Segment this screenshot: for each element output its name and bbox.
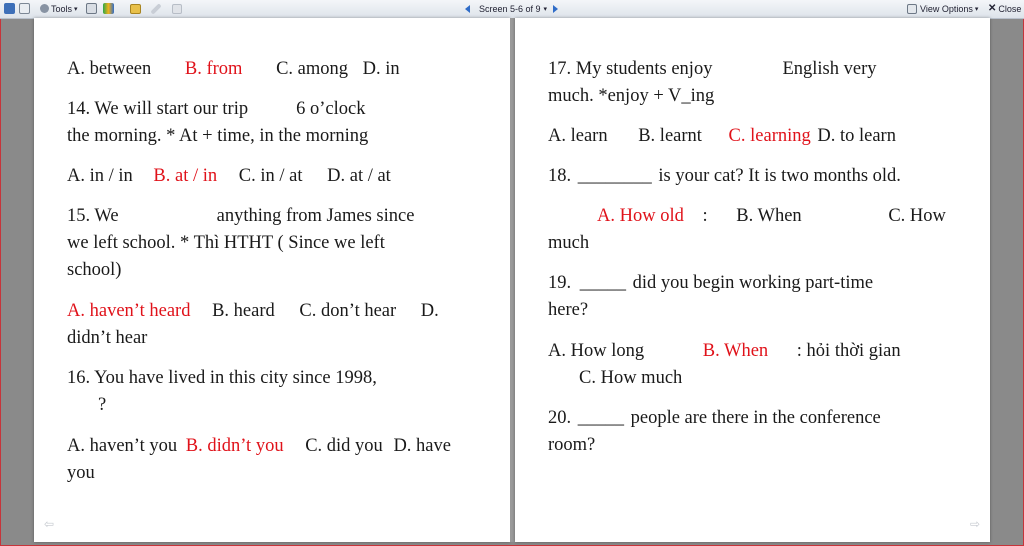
answer-a: A. in / in <box>67 166 133 186</box>
q16-answers <box>67 433 451 460</box>
spelling-icon[interactable] <box>103 1 114 16</box>
answer-c: C. did you <box>305 436 383 456</box>
tools-icon <box>40 4 49 13</box>
answer-blank: _____ <box>577 408 624 428</box>
screen-label: Screen 5-6 of 9 <box>479 3 541 14</box>
q15-text-line3: school) <box>67 260 122 280</box>
q19-text: 19. _____ did you begin working part-time <box>548 273 874 293</box>
answer-a: A. learn <box>548 126 608 146</box>
answer-blank: _____ <box>579 273 626 293</box>
close-icon: ✕ <box>988 3 997 14</box>
close-label: Close <box>998 3 1022 14</box>
answer-d: D. in <box>362 59 400 79</box>
next-screen-button[interactable] <box>553 1 558 16</box>
print-preview-icon[interactable] <box>19 1 30 16</box>
answer-a: A. between <box>67 59 152 79</box>
answer-b-correct: B. didn’t you <box>185 436 284 456</box>
q16-answer-d-cont: you <box>67 463 95 483</box>
q19-answers <box>548 338 901 365</box>
q17-text-line2: much. *enjoy + V_ing <box>548 86 715 106</box>
q20-text-line2: room? <box>548 435 596 455</box>
answer-note: : hỏi thời gian <box>796 341 901 361</box>
close-button[interactable] <box>988 1 1021 16</box>
reading-toolbar <box>0 0 1024 19</box>
q15-text-line2: we left school. * Thì HTHT ( Since we left <box>67 233 385 253</box>
answer-c-correct: C. learning <box>728 126 811 146</box>
answer-blank: ________ <box>577 166 652 186</box>
q18-answers: A. How old : B. When C. How <box>597 206 946 226</box>
answer-a: A. haven’t you <box>67 436 178 456</box>
arrow-right-icon <box>553 5 558 13</box>
answer-a-correct: A. How old <box>597 206 684 226</box>
tools-label: Tools <box>51 3 73 14</box>
answer-d: D. <box>420 301 439 321</box>
q17-text: 17. My students enjoy English very <box>548 59 877 79</box>
answer-c: C. How <box>888 206 946 226</box>
q14-text: 14. We will start our trip 6 o’clock <box>67 99 366 119</box>
right-page <box>515 18 990 542</box>
answer-d: D. at / at <box>327 166 391 186</box>
q14-text-line2: the morning. * At + time, in the morning <box>67 126 369 146</box>
left-page <box>34 18 510 542</box>
q15-answer-d-cont: didn’t hear <box>67 328 148 348</box>
answer-b: B. learnt <box>638 126 702 146</box>
q16-text-line2: ? <box>98 395 107 415</box>
q16-text: 16. You have lived in this city since 1998, <box>67 368 377 388</box>
eraser-icon[interactable] <box>172 1 182 16</box>
previous-page-arrow-icon[interactable]: ⇦ <box>44 517 55 531</box>
q19-text-line2: here? <box>548 300 589 320</box>
view-options-label: View Options <box>920 3 973 14</box>
pen-icon[interactable] <box>154 1 158 16</box>
answer-d: D. have <box>393 436 451 456</box>
previous-screen-button[interactable] <box>465 1 470 16</box>
save-icon[interactable] <box>4 1 15 16</box>
answer-c: C. in / at <box>238 166 303 186</box>
view-options-icon <box>907 4 917 14</box>
arrow-left-icon <box>465 5 470 13</box>
answer-b: B. When <box>736 206 802 226</box>
q18-text: 18. ________ is your cat? It is two months old. <box>548 166 901 186</box>
view-options-menu[interactable] <box>907 1 978 16</box>
screen-indicator[interactable] <box>479 1 547 16</box>
next-page-arrow-icon[interactable]: ⇨ <box>969 517 980 531</box>
q13-answers <box>67 56 400 83</box>
q20-text: 20. _____ people are there in the conference <box>548 408 881 428</box>
answer-b-correct: B. at / in <box>153 166 218 186</box>
answer-d: D. to learn <box>817 126 896 146</box>
q15-text: 15. We anything from James since <box>67 206 415 226</box>
answer-a: A. How long <box>548 341 645 361</box>
answer-c: C. don’t hear <box>299 301 397 321</box>
answer-c: C. among <box>276 59 349 79</box>
q14-answers <box>67 163 391 190</box>
chevron-down-icon: ▾ <box>74 5 78 13</box>
answer-b-correct: B. from <box>184 59 243 79</box>
q18-answer-c-cont: much <box>548 233 590 253</box>
answer-a-correct: A. haven’t heard <box>67 301 191 321</box>
answer-b-correct: B. When <box>702 341 769 361</box>
q19-answer-c: C. How much <box>579 368 683 388</box>
chevron-down-icon: ▾ <box>974 5 979 13</box>
tools-menu[interactable] <box>40 1 78 16</box>
chevron-down-icon: ▾ <box>543 5 548 13</box>
research-icon[interactable] <box>86 1 97 16</box>
folder-icon[interactable] <box>130 1 141 16</box>
q15-answers <box>67 298 439 325</box>
answer-b: B. heard <box>212 301 275 321</box>
q17-answers <box>548 123 896 150</box>
